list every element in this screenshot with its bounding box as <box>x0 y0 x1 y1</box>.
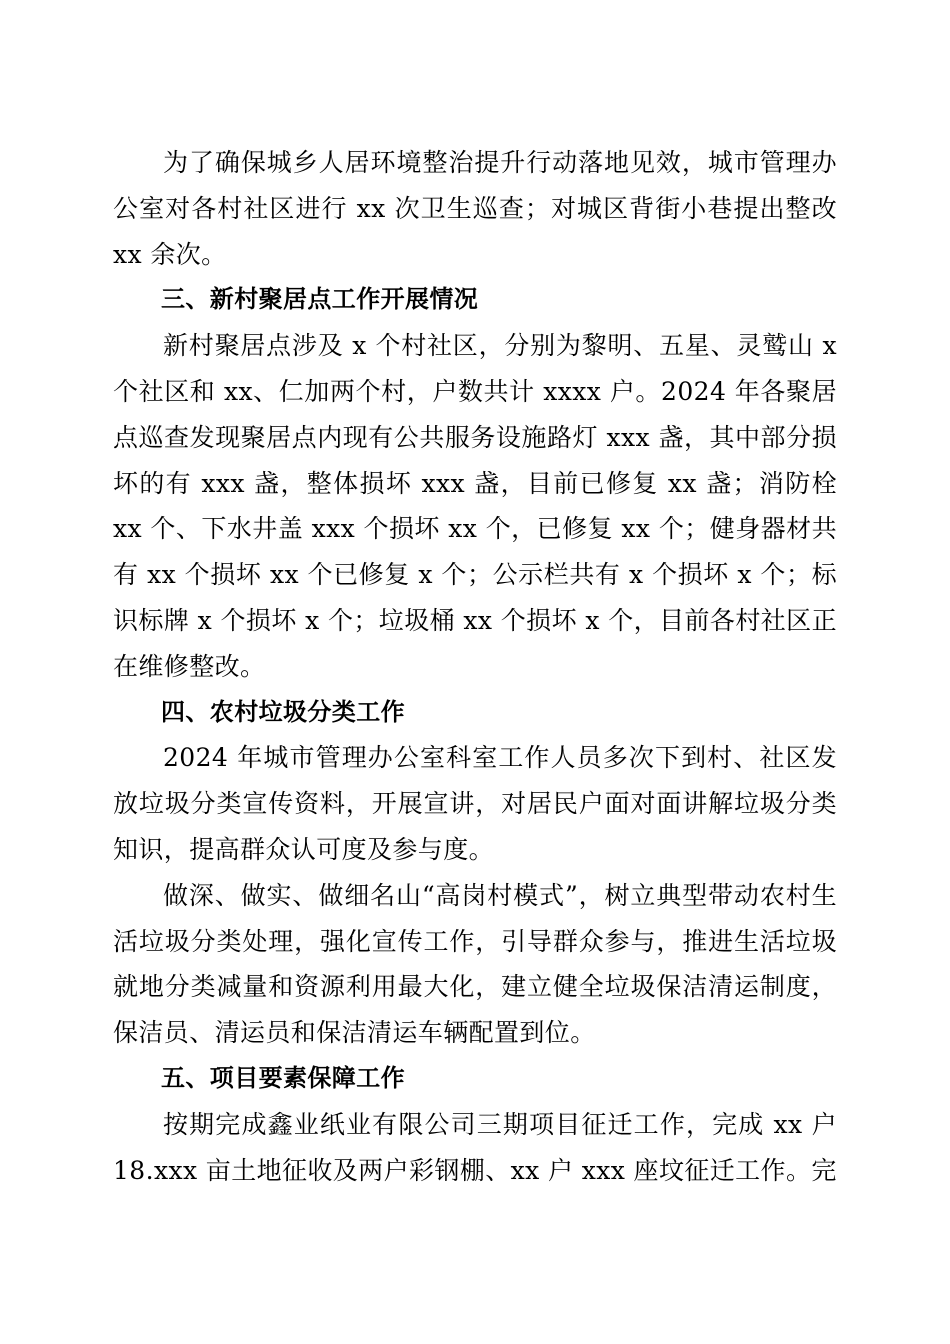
section-heading-4: 四、农村垃圾分类工作 <box>161 697 405 726</box>
section-heading-3: 三、新村聚居点工作开展情况 <box>161 285 479 314</box>
document-body <box>113 140 837 1193</box>
paragraph-garbage-publicity: 2024 年城市管理办公室科室工作人员多次下到村、社区发放垃圾分类宣传资料，开展宣讲，对居民户面对面讲解垃圾分类知识，提高群众认可度及参与度。 <box>113 743 837 864</box>
paragraph-project-support: 按期完成鑫业纸业有限公司三期项目征迁工作，完成 xx 户 18.xxx 亩土地征收及两户彩钢棚、xx 户 xxx 座坟征迁工作。完 <box>113 1109 837 1185</box>
paragraph-sanitation-inspection: 为了确保城乡人居环境整治提升行动落地见效，城市管理办公室对各村社区进行 xx 次卫生巡查；对城区背街小巷提出整改 xx 余次。 <box>113 148 837 269</box>
paragraph-settlement-facilities: 新村聚居点涉及 x 个村社区，分别为黎明、五星、灵鹫山 x 个社区和 xx、仁加两个村，户数共计 xxxx 户。2024 年各聚居点巡查发现聚居点内现有公共服务设施路灯 xxx 盏，其中部分损坏的有 xxx 盏，整体损坏 xxx 盏，目前已修复 xx 盏；消防栓 xx 个、下水井盖 xxx 个损坏 xx 个，已修复 xx 个；健身器材共有 xx 个损坏 xx 个已修复 x 个；公示栏共有 x 个损坏 x 个；标识标牌 x 个损坏 x 个；垃圾桶 xx 个损坏 x 个，目前各村社区正在维修整改。 <box>113 331 837 681</box>
paragraph-garbage-model: 做深、做实、做细名山“高岗村模式”，树立典型带动农村生活垃圾分类处理，强化宣传工作，引导群众参与，推进生活垃圾就地分类减量和资源利用最大化，建立健全垃圾保洁清运制度，保洁员、清运员和保洁清运车辆配置到位。 <box>113 880 837 1048</box>
section-heading-5: 五、项目要素保障工作 <box>161 1063 405 1092</box>
